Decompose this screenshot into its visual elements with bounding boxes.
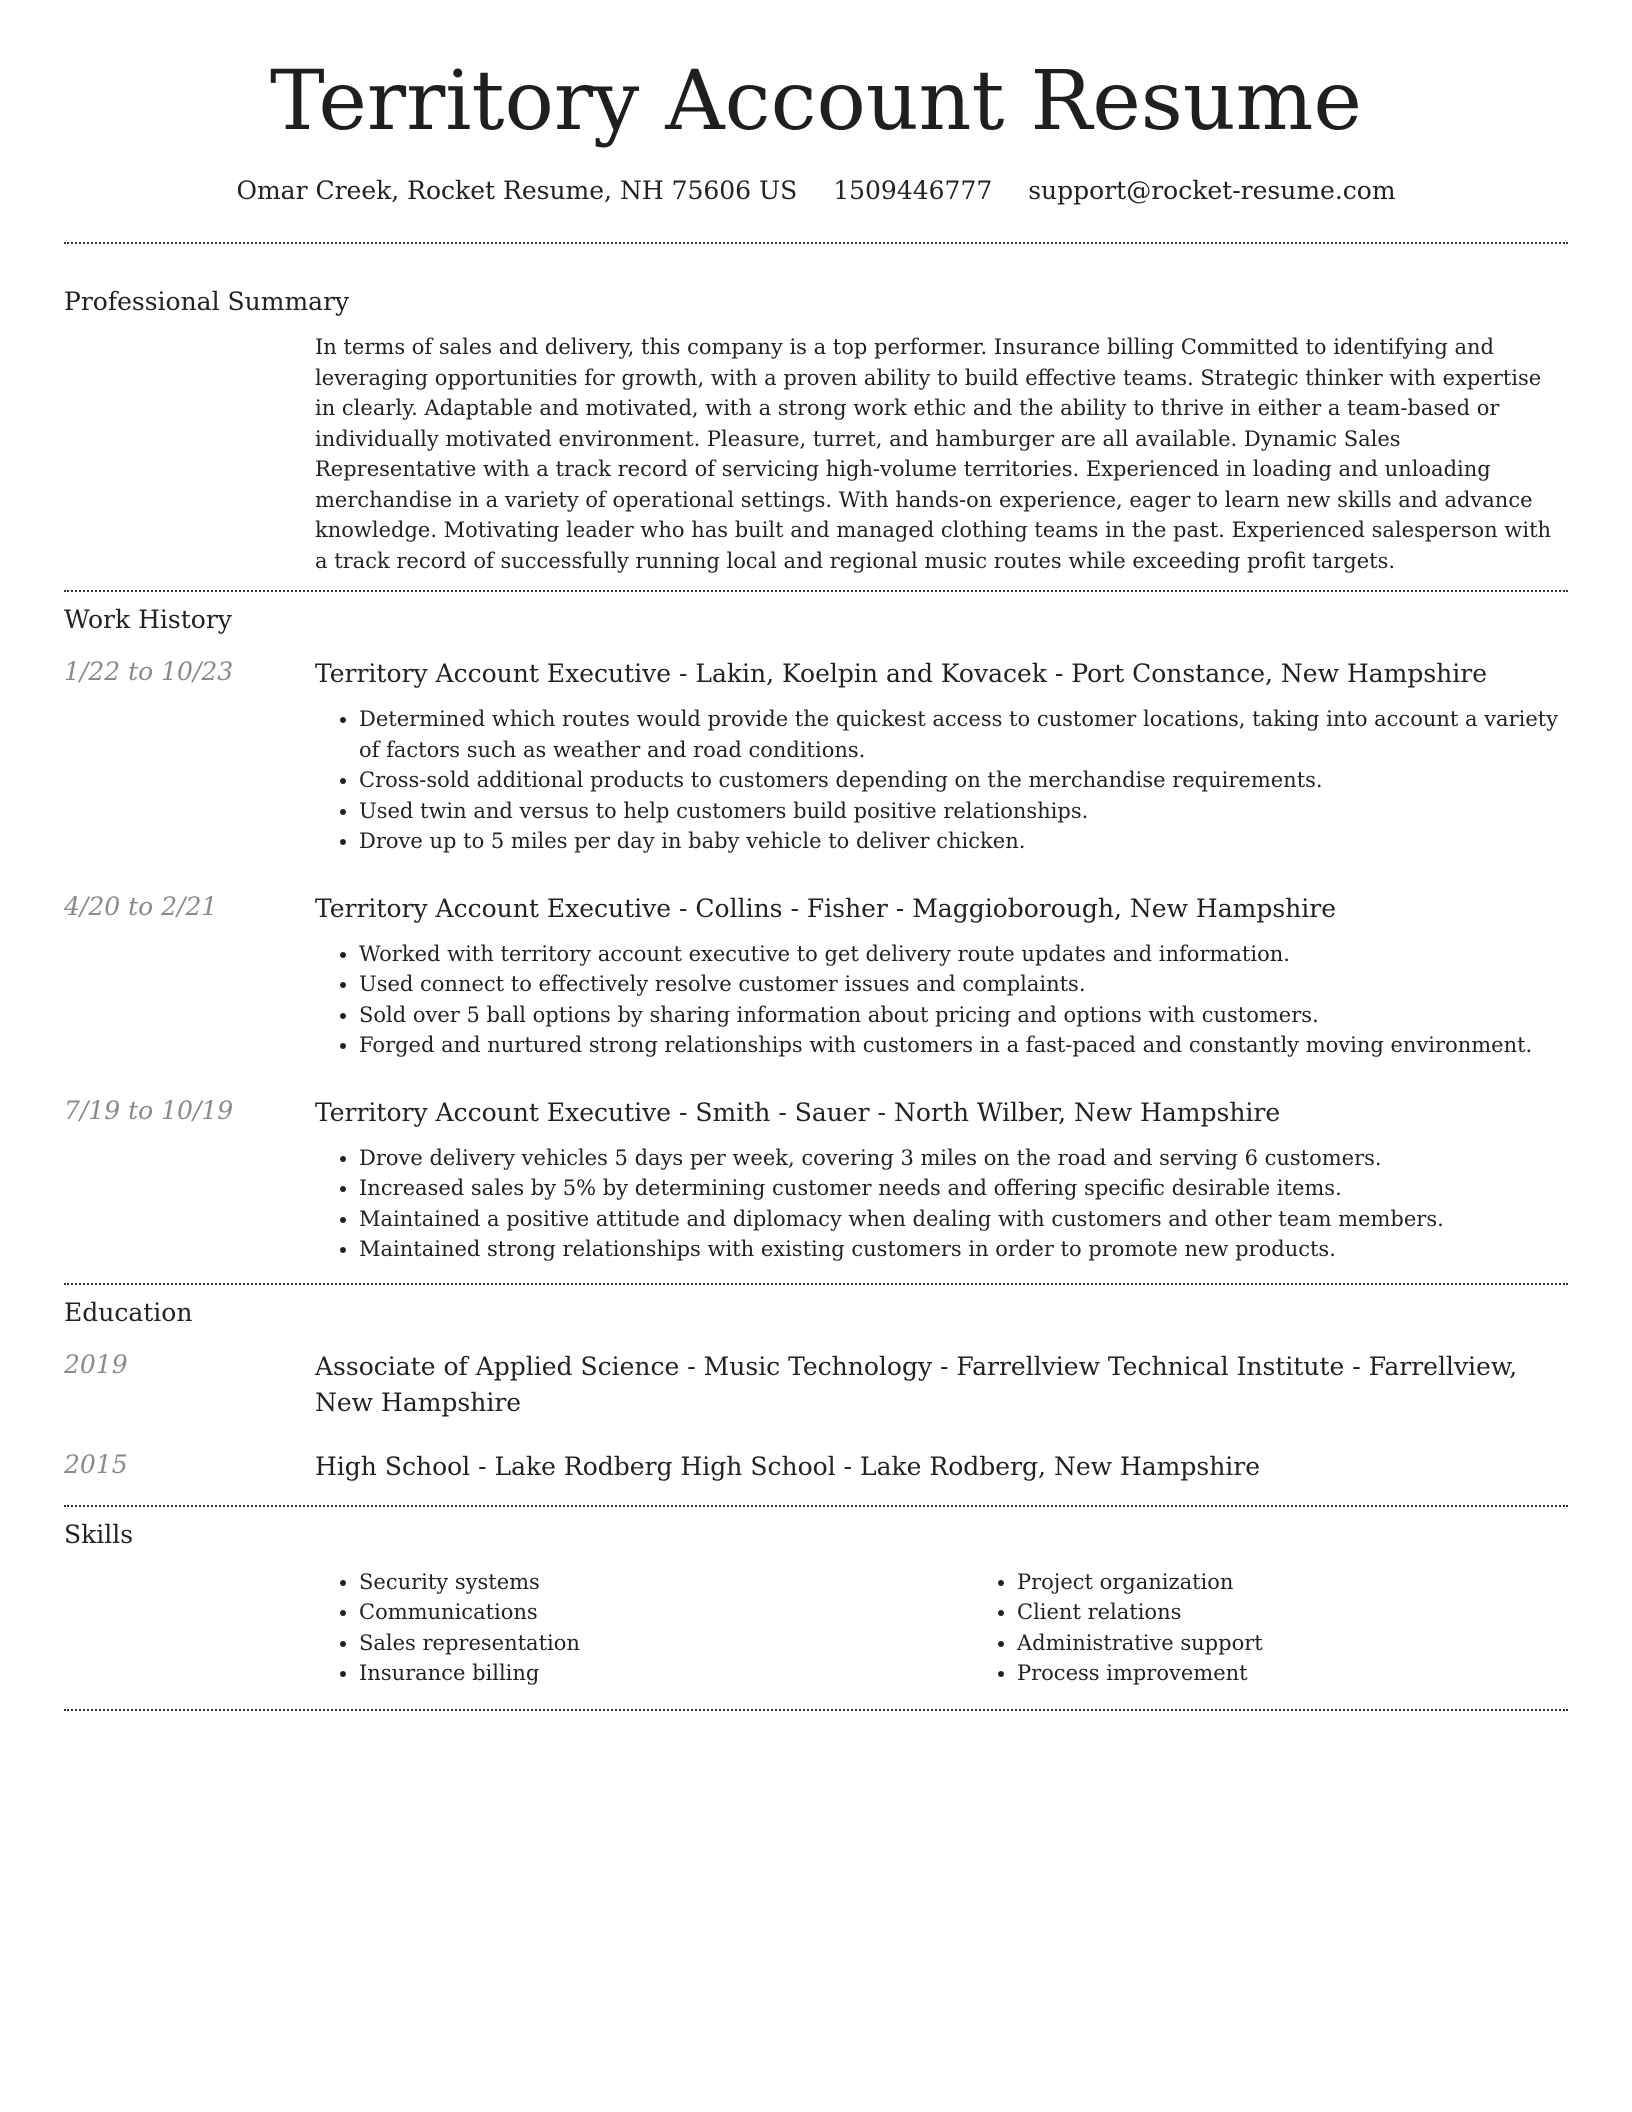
skill-item: • Communications: [359, 1597, 973, 1628]
skill-item: • Project organization: [1017, 1567, 1631, 1598]
job-bullet: • Drove up to 5 miles per day in baby vehicle to deliver chicken.: [359, 826, 1568, 857]
job-title: [315, 656, 1568, 692]
education-degree: High School: [315, 1451, 471, 1481]
skill-item: • Process improvement: [1017, 1658, 1631, 1689]
job-details: - Smith - Sauer - North Wilber, New Hampshire: [671, 1097, 1281, 1127]
education-heading: Education: [64, 1297, 193, 1327]
skill-item: • Sales representation: [359, 1628, 973, 1659]
education-details: - Lake Rodberg High School - Lake Rodberg, New Hampshire: [470, 1451, 1261, 1481]
job-bullet: • Sold over 5 ball options by sharing information about pricing and options with customers.: [359, 1000, 1568, 1031]
education-year: 2019: [64, 1349, 128, 1379]
job-bullet: • Used twin and versus to help customers build positive relationships.: [359, 796, 1568, 827]
job-dates: 4/20 to 2/21: [64, 891, 218, 921]
job-entry: [64, 1095, 1568, 1265]
job-bullet: • Drove delivery vehicles 5 days per week, covering 3 miles on the road and serving 6 customers.: [359, 1143, 1568, 1174]
section-divider: [64, 1709, 1568, 1711]
job-bullet: • Determined which routes would provide the quickest access to customer locations, taking into account a variety of factors such as weather and road conditions.: [359, 704, 1568, 765]
education-title: [315, 1449, 1568, 1485]
job-bullet: • Forged and nurtured strong relationships with customers in a fast-paced and constantly moving environment.: [359, 1030, 1568, 1061]
summary-spacer: [64, 332, 315, 576]
job-details: - Lakin, Koelpin and Kovacek - Port Constance, New Hampshire: [671, 659, 1488, 688]
job-bullet: • Maintained strong relationships with existing customers in order to promote new products.: [359, 1234, 1568, 1265]
job-dates: 1/22 to 10/23: [64, 657, 234, 686]
section-divider: [64, 590, 1568, 592]
job-role: Territory Account Executive: [315, 893, 672, 923]
skill-item: • Insurance billing: [359, 1658, 973, 1689]
job-bullet: • Used connect to effectively resolve customer issues and complaints.: [359, 969, 1568, 1000]
education-degree: Associate of Applied Science - Music Technology: [315, 1351, 933, 1381]
education-year: 2015: [64, 1449, 128, 1479]
job-title: [315, 891, 1568, 927]
job-entry: [64, 891, 1568, 1061]
work-history-heading: Work History: [64, 605, 232, 634]
contact-address: Omar Creek, Rocket Resume, NH 75606 US: [236, 176, 798, 205]
section-divider: [64, 1505, 1568, 1507]
resume-page: [64, 0, 1568, 1711]
contact-phone: 1509446777: [833, 176, 993, 205]
job-dates: 7/19 to 10/19: [64, 1095, 234, 1125]
summary-text: In terms of sales and delivery, this company is a top performer. Insurance billing Committed to identifying and leveraging opportunities for growth, with a proven ability to build effective teams. Strategic thinker with expertise in clearly. Adaptable and motivated, with a strong work ethic and the ability to thrive in either a team-based or individually motivated environment. Pleasure, turret, and hamburger are all available. Dynamic Sales Representative with a track record of servicing high-volume territories. Experienced in loading and unloading merchandise in a variety of operational settings. With hands-on experience, eager to learn new skills and advance knowledge. Motivating leader who has built and managed clothing teams in the past. Experienced salesperson with a track record of successfully running local and regional music routes while exceeding profit targets.: [315, 335, 1552, 573]
job-details: - Collins - Fisher - Maggioborough, New Hampshire: [671, 893, 1337, 923]
summary-heading: Professional Summary: [64, 287, 350, 316]
education-details: - Farrellview Technical Institute - Farrellview, New Hampshire: [315, 1351, 1518, 1417]
education-title: [315, 1349, 1568, 1421]
job-entry: [64, 656, 1568, 857]
job-role: Territory Account Executive: [315, 659, 672, 688]
section-divider: [64, 1283, 1568, 1285]
contact-email: support@rocket-resume.com: [1028, 176, 1396, 205]
job-bullet: • Increased sales by 5% by determining customer needs and offering specific desirable items.: [359, 1173, 1568, 1204]
job-bullets: [315, 704, 1568, 857]
skill-item: • Administrative support: [1017, 1628, 1631, 1659]
skill-item: • Security systems: [359, 1567, 973, 1598]
job-title: [315, 1095, 1568, 1131]
skills-heading: Skills: [64, 1519, 134, 1549]
section-divider: [64, 242, 1568, 244]
job-role: Territory Account Executive: [315, 1097, 672, 1127]
job-bullets: [315, 1143, 1568, 1265]
job-bullet: • Worked with territory account executive to get delivery route updates and information.: [359, 939, 1568, 970]
skills-list: [315, 1567, 973, 1689]
education-entry: [64, 1349, 1568, 1421]
skills-spacer: [64, 1567, 315, 1689]
job-bullets: [315, 939, 1568, 1061]
skills-list: [973, 1567, 1631, 1689]
job-bullet: • Maintained a positive attitude and diplomacy when dealing with customers and other team members.: [359, 1204, 1568, 1235]
job-bullet: • Cross-sold additional products to customers depending on the merchandise requirements.: [359, 765, 1568, 796]
contact-line: [64, 176, 1568, 206]
skills-columns: [315, 1567, 1631, 1689]
education-entry: [64, 1449, 1568, 1485]
skill-item: • Client relations: [1017, 1597, 1631, 1628]
resume-title: Territory Account Resume: [270, 54, 1362, 149]
